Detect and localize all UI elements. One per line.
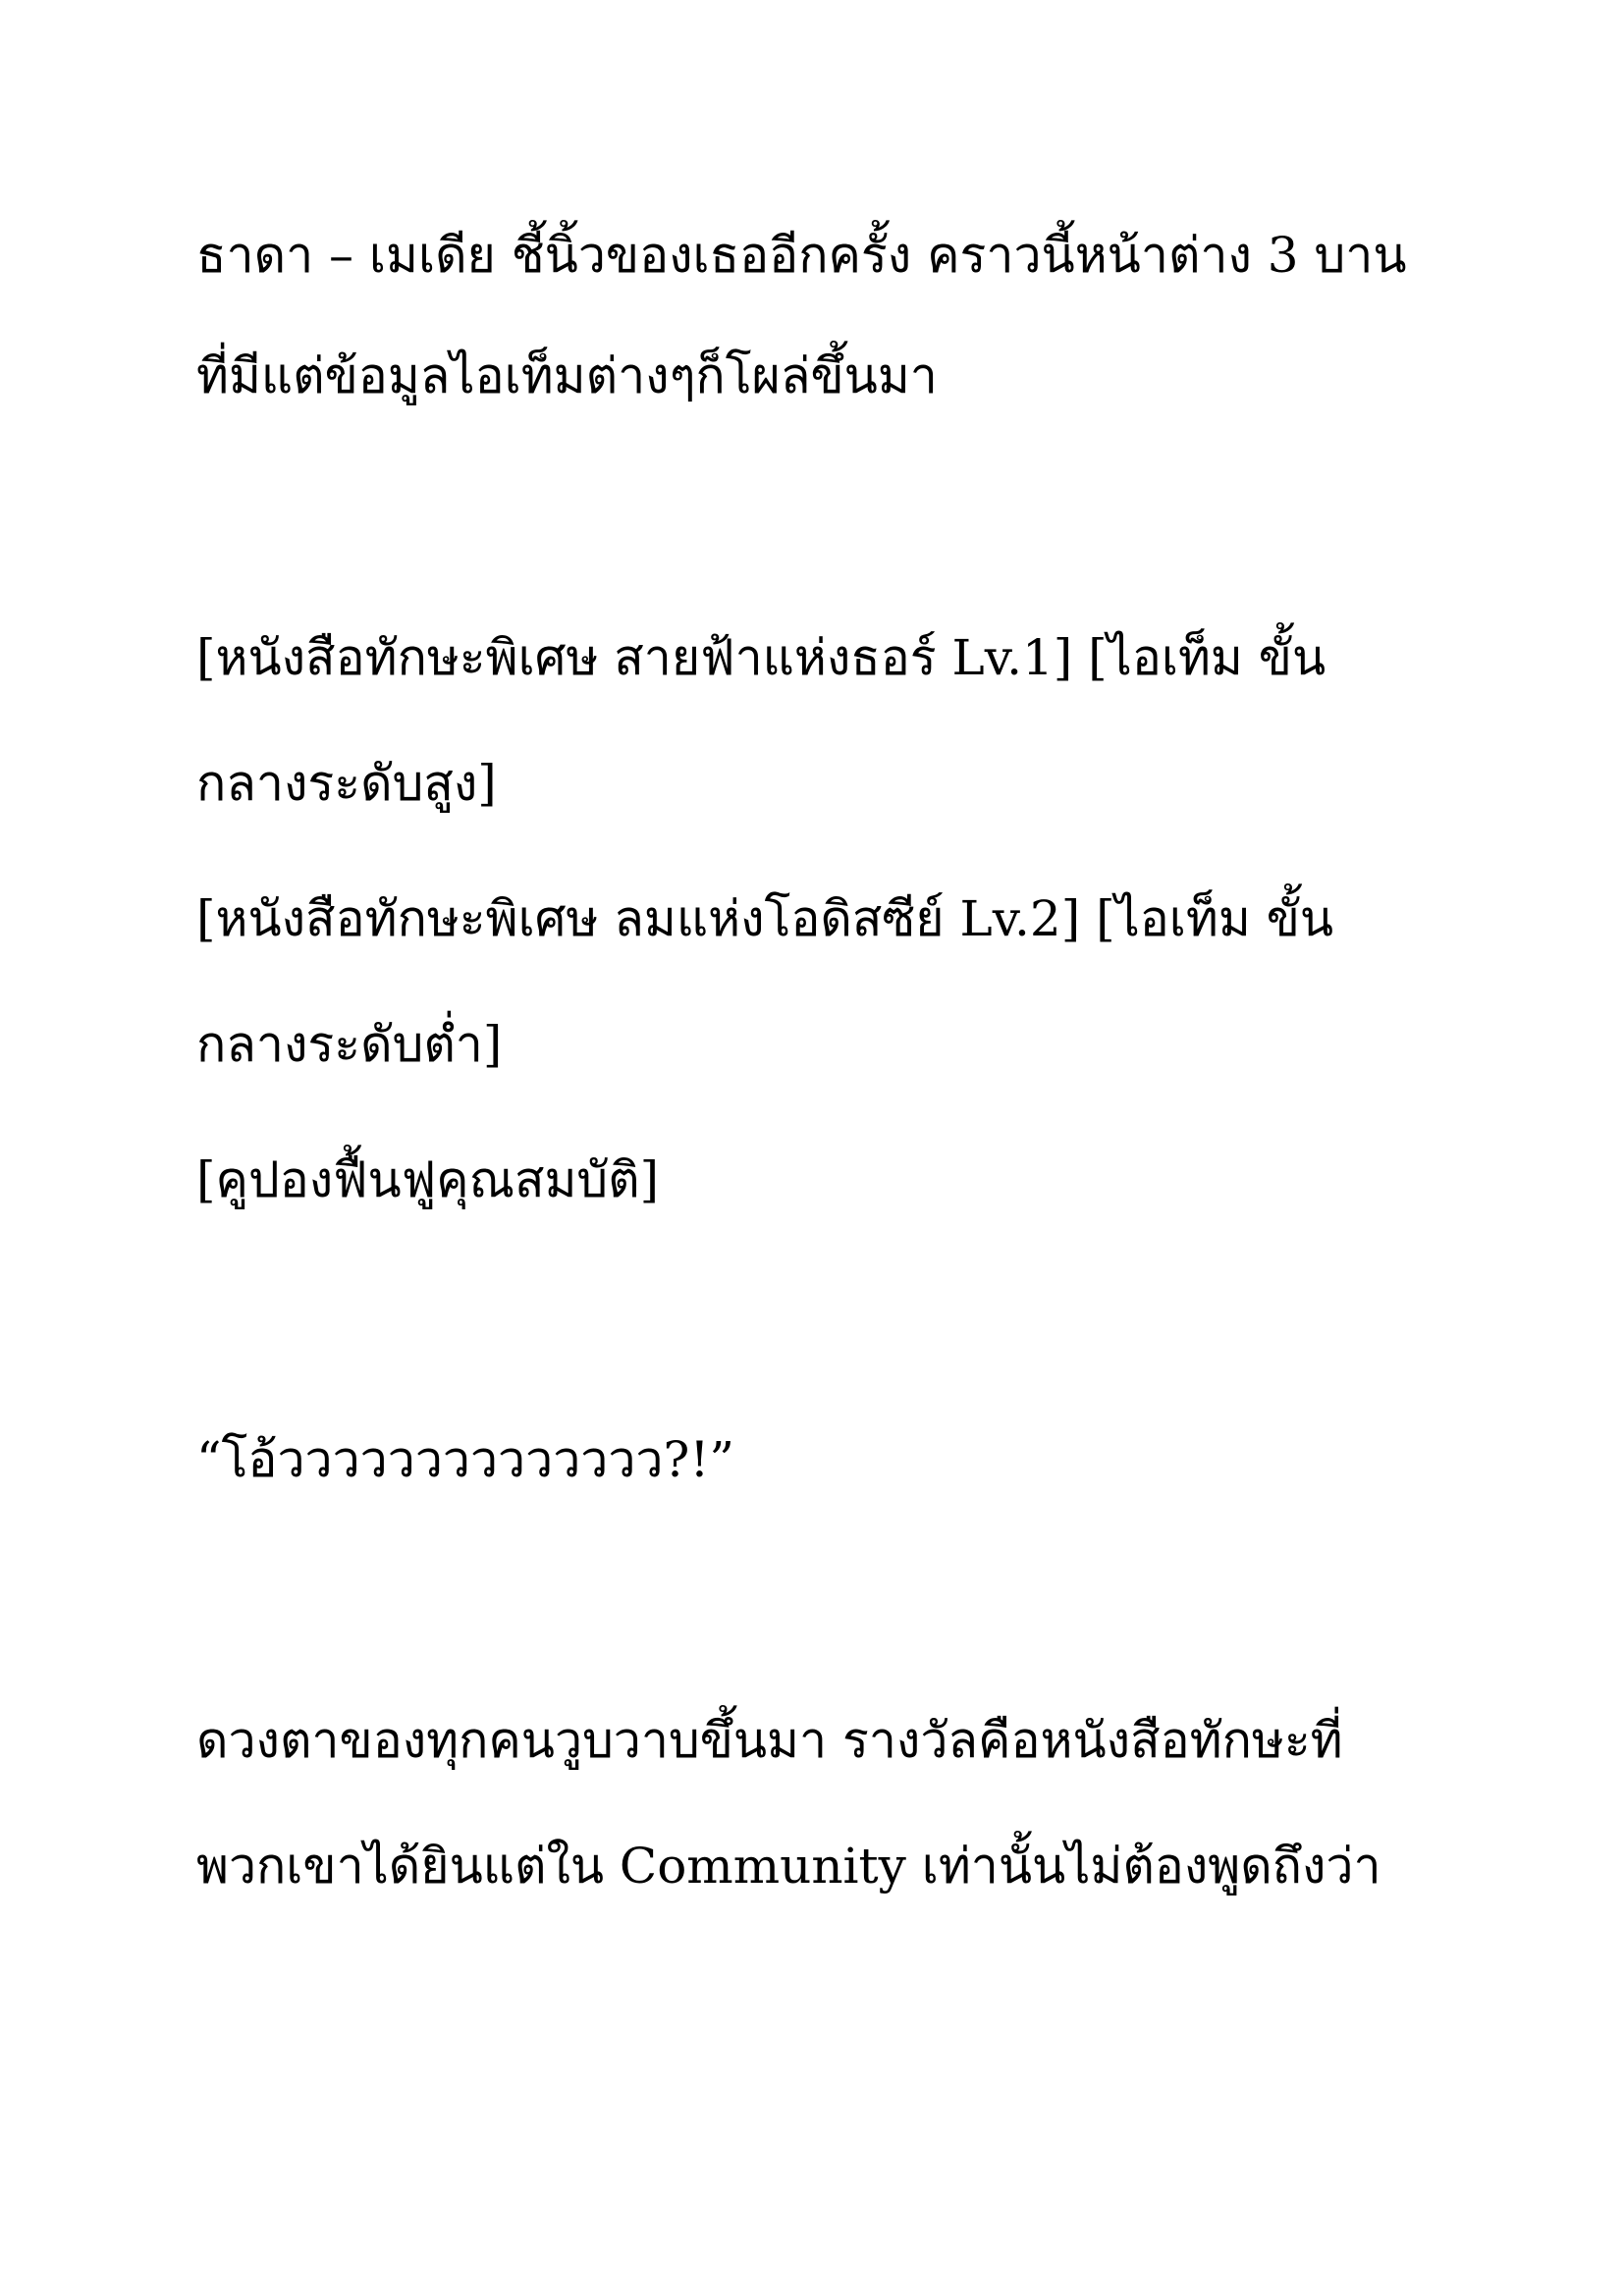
text-line: [หนังสือทักษะพิเศษ ลมแห่งโอดิสซีย์ Lv.2] [ไอเท็ม ขั้น [196, 890, 1334, 947]
text-line: [คูปองฟื้นฟูคุณสมบัติ] [196, 1151, 660, 1208]
text-line: กลางระดับต่ำ] [196, 1016, 503, 1073]
text-line: “โอ้วววววววววววววว?!” [196, 1431, 734, 1488]
text-line: พวกเขาได้ยินแต่ใน Community เท่านั้นไม่ต้องพูดถึงว่า [196, 1838, 1381, 1895]
text-line: ที่มีแต่ข้อมูลไอเท็มต่างๆก็โผล่ขึ้นมา [196, 347, 938, 404]
text-line: ธาดา – เมเดีย ชี้นิ้วของเธออีกครั้ง คราวนี้หน้าต่าง 3 บาน [196, 227, 1407, 284]
text-line: [หนังสือทักษะพิเศษ สายฟ้าแห่งธอร์ Lv.1] [ไอเท็ม ขั้น [196, 629, 1326, 686]
text-line: กลางระดับสูง] [196, 755, 497, 812]
text-line: ดวงตาของทุกคนวูบวาบขึ้นมา รางวัลคือหนังสือทักษะที่ [196, 1712, 1343, 1769]
